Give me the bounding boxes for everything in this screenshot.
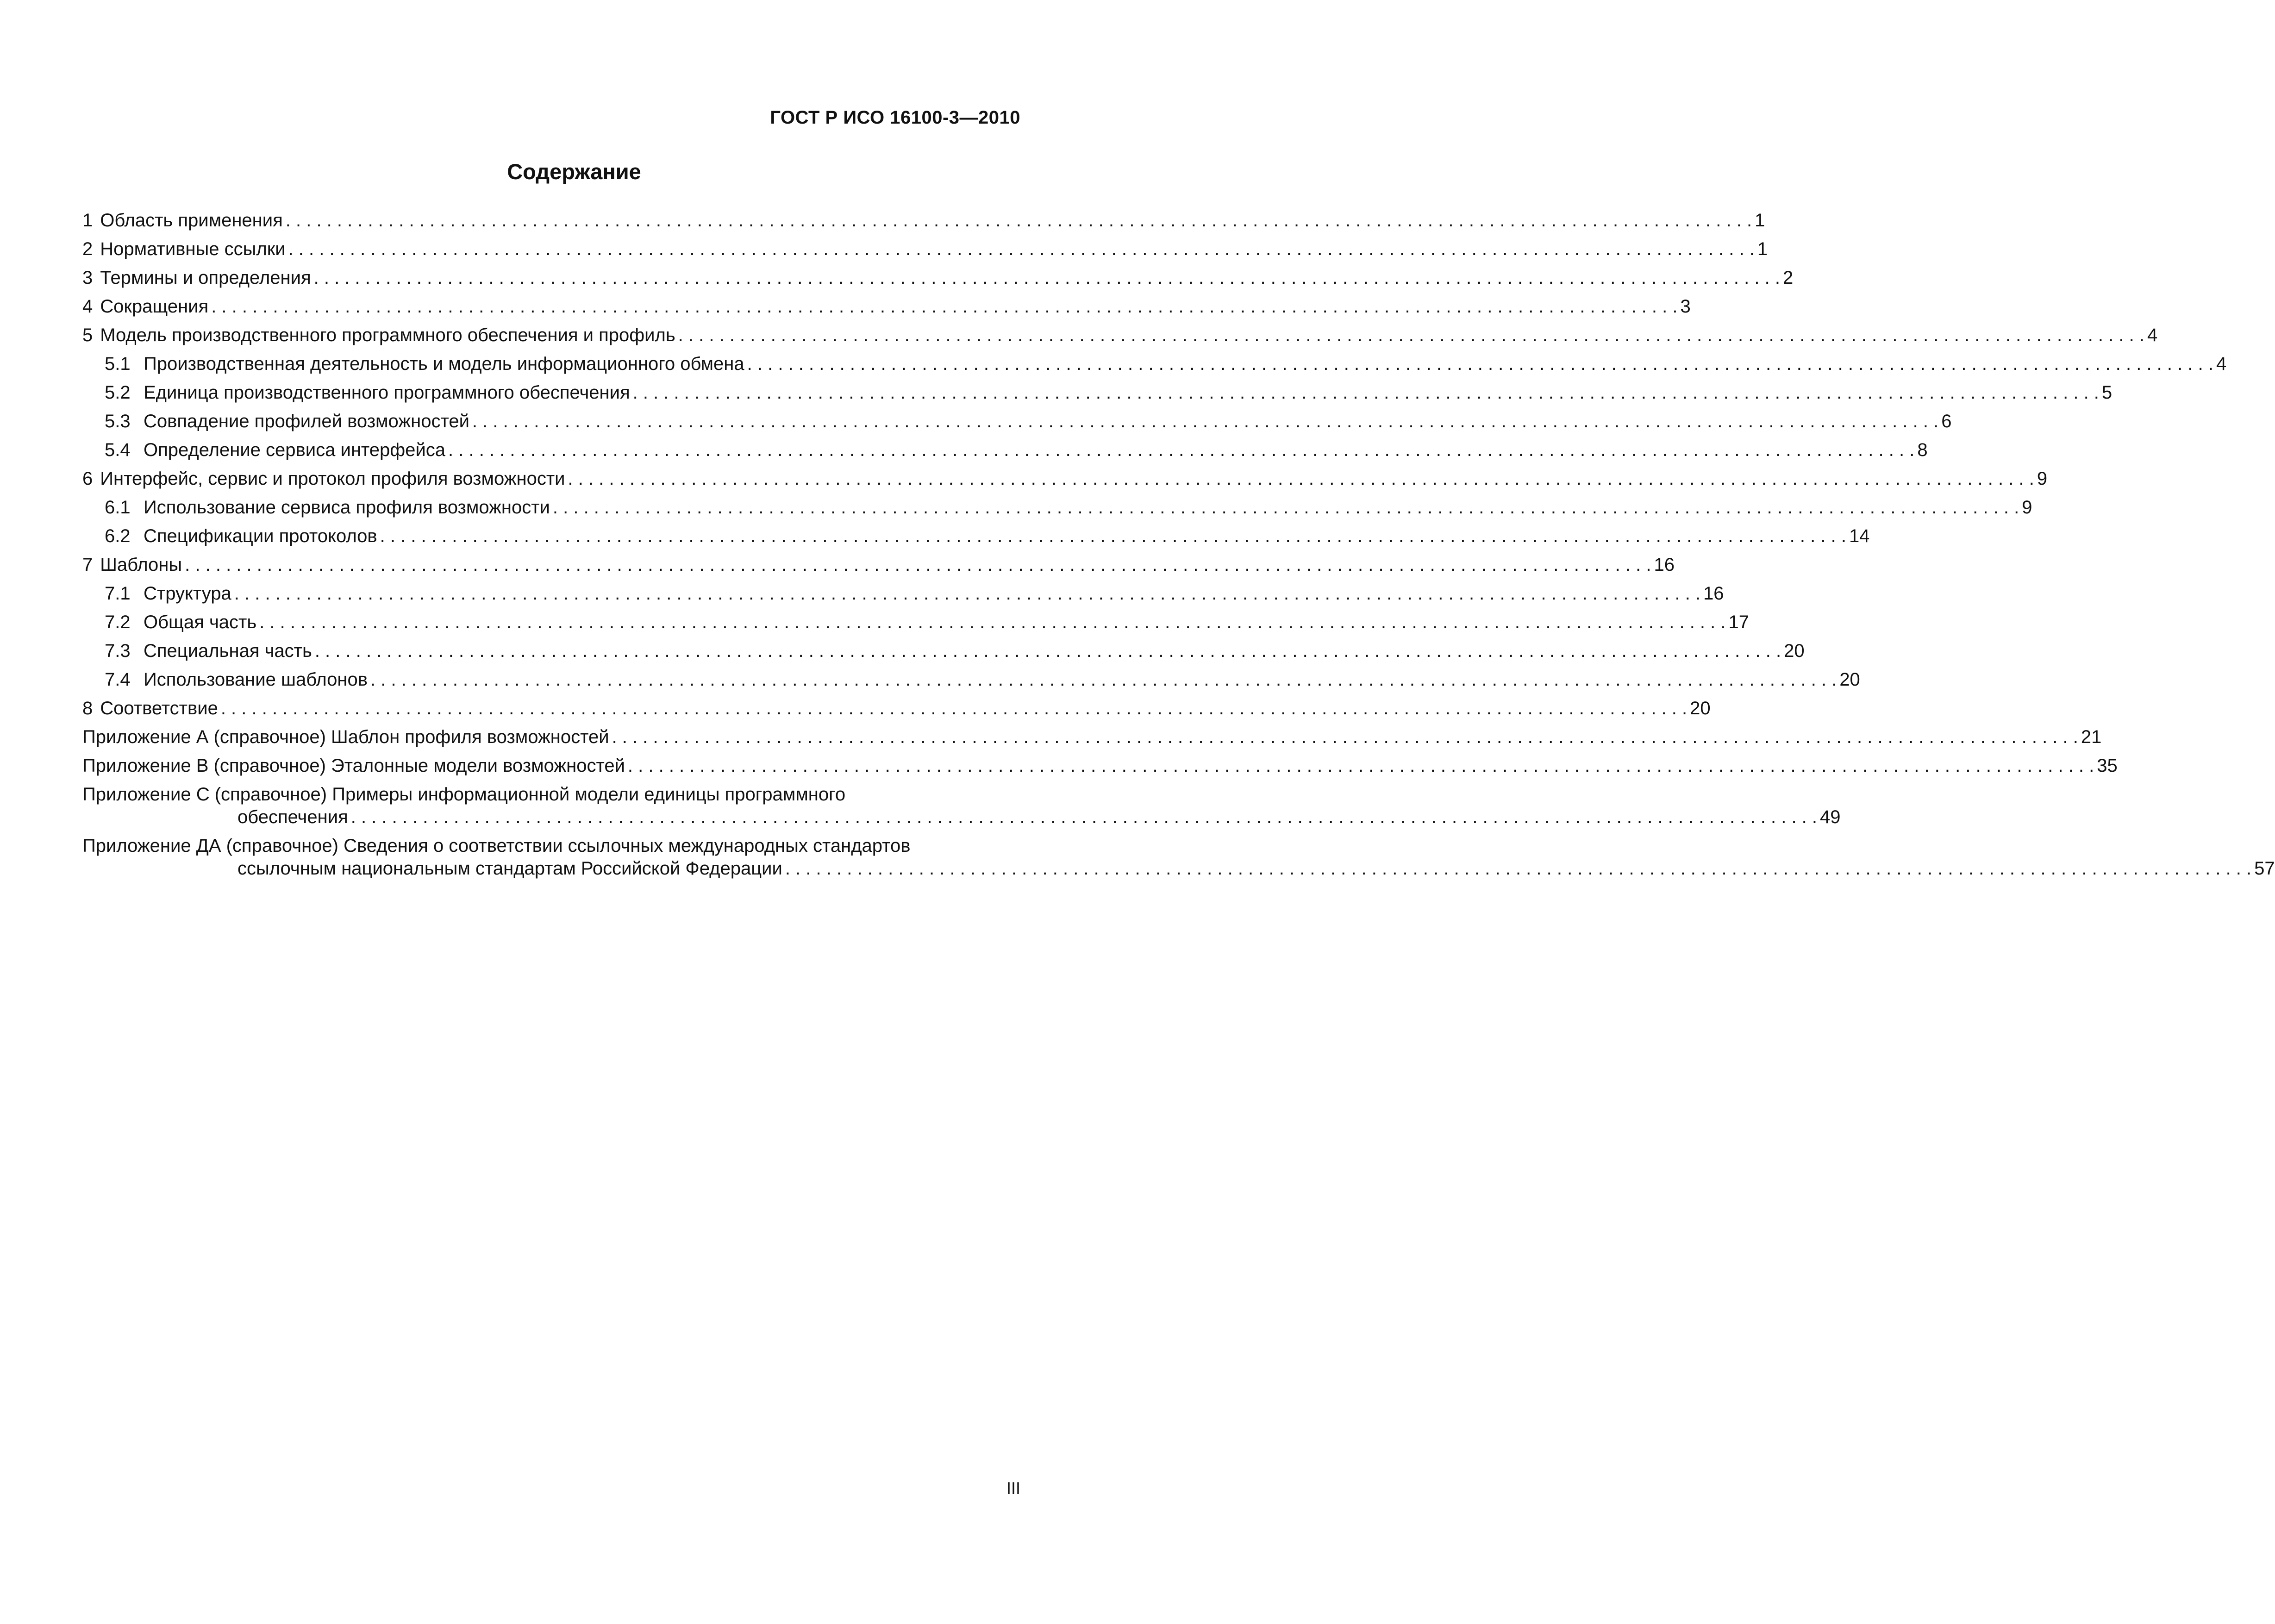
toc-entry-title: Единица производственного программного обеспечения <box>144 382 630 403</box>
toc-entry-page: 20 <box>1839 669 1860 690</box>
toc-entry-page: 1 <box>1755 210 1765 231</box>
toc-entry-number: 7.2 <box>105 612 131 632</box>
toc-entry[interactable] <box>82 295 1691 318</box>
toc-entry[interactable] <box>82 209 1765 232</box>
toc-annex-title: Приложение А (справочное) Шаблон профиля возможностей <box>82 727 609 747</box>
dot-leader <box>678 324 2144 347</box>
toc-entry-number: 6.2 <box>105 526 131 546</box>
toc-entry-number: 7.4 <box>105 669 131 690</box>
toc-entry-page: 6 <box>1941 411 1952 431</box>
toc-entry-number: 5.2 <box>105 382 131 403</box>
toc-entry-title: Спецификации протоколов <box>144 526 377 546</box>
toc-entry-title: Использование сервиса профиля возможности <box>144 497 550 518</box>
toc-annex-title: ссылочным национальным стандартам Российской Федерации <box>238 858 782 879</box>
toc-entry-page: 3 <box>1680 296 1691 317</box>
dot-leader <box>286 209 1752 232</box>
dot-leader <box>448 439 1914 462</box>
page-number: III <box>1006 1479 1020 1498</box>
table-of-contents <box>82 209 2275 886</box>
toc-entry-page: 1 <box>1757 239 1768 259</box>
toc-subentry[interactable] <box>82 410 1952 433</box>
toc-annex-page: 35 <box>2097 756 2118 776</box>
dot-leader <box>785 857 2251 880</box>
dot-leader <box>628 755 2094 777</box>
dot-leader <box>612 726 2078 749</box>
toc-entry-number: 5.3 <box>105 411 131 431</box>
toc-entry-title: Термины и определения <box>100 268 311 288</box>
toc-entry-page: 16 <box>1703 583 1724 604</box>
toc-annex-title: Приложение В (справочное) Эталонные модели возможностей <box>82 756 625 776</box>
toc-subentry[interactable] <box>82 381 2112 404</box>
toc-annex-page: 21 <box>2081 727 2102 747</box>
toc-entry-title: Специальная часть <box>144 641 312 661</box>
document-code: ГОСТ Р ИСО 16100-3—2010 <box>770 107 1020 128</box>
toc-subentry[interactable] <box>82 496 2032 519</box>
toc-annex-heading: Приложение С (справочное) Примеры информационной модели единицы программного <box>82 784 846 805</box>
dot-leader <box>633 381 2099 404</box>
toc-entry-page: 14 <box>1849 526 1870 546</box>
toc-entry[interactable] <box>82 468 2048 490</box>
toc-entry-page: 16 <box>1654 555 1675 575</box>
toc-subentry[interactable] <box>82 611 1749 634</box>
toc-entry-number: 3 <box>82 268 93 288</box>
dot-leader <box>234 582 1700 605</box>
dot-leader <box>472 410 1938 433</box>
toc-annex-entry[interactable] <box>82 783 1841 829</box>
toc-entry-page: 20 <box>1784 641 1805 661</box>
toc-subentry[interactable] <box>82 668 1860 691</box>
toc-entry-title: Область применения <box>100 210 283 231</box>
toc-entry-number: 6.1 <box>105 497 131 518</box>
toc-entry-number: 5.1 <box>105 354 131 374</box>
dot-leader <box>315 640 1781 662</box>
toc-entry[interactable] <box>82 238 1768 261</box>
dot-leader <box>568 468 2034 490</box>
toc-entry[interactable] <box>82 267 1794 289</box>
toc-entry-number: 2 <box>82 239 93 259</box>
toc-entry-title: Общая часть <box>144 612 257 632</box>
toc-entry-page: 2 <box>1782 268 1794 288</box>
toc-entry-title: Шаблоны <box>100 555 182 575</box>
toc-entry-title: Структура <box>144 583 231 604</box>
toc-entry-title: Модель производственного программного обеспечения и профиль <box>100 325 675 345</box>
toc-subentry[interactable] <box>82 582 1724 605</box>
toc-entry-number: 7 <box>82 555 93 575</box>
toc-entry-page: 20 <box>1690 698 1711 718</box>
toc-entry-number: 4 <box>82 296 93 317</box>
toc-entry-page: 17 <box>1728 612 1749 632</box>
toc-entry-page: 9 <box>2037 468 2048 489</box>
toc-entry-number: 1 <box>82 210 93 231</box>
toc-annex-entry[interactable] <box>82 726 2102 749</box>
toc-entry-page: 9 <box>2022 497 2032 518</box>
toc-entry-page: 8 <box>1917 440 1928 460</box>
toc-entry-title: Совпадение профилей возможностей <box>144 411 469 431</box>
toc-subentry[interactable] <box>82 640 1805 662</box>
toc-entry-title: Использование шаблонов <box>144 669 368 690</box>
toc-annex-page: 57 <box>2254 858 2275 879</box>
toc-subentry[interactable] <box>82 353 2227 375</box>
dot-leader <box>288 238 1755 261</box>
toc-entry-title: Соответствие <box>100 698 218 718</box>
toc-entry-page: 5 <box>2101 382 2112 403</box>
dot-leader <box>185 554 1651 576</box>
toc-entry-number: 7.1 <box>105 583 131 604</box>
toc-annex-title: обеспечения <box>238 807 348 827</box>
toc-entry-title: Сокращения <box>100 296 209 317</box>
toc-title: Содержание <box>507 159 641 184</box>
toc-entry[interactable] <box>82 697 1711 720</box>
dot-leader <box>380 525 1846 548</box>
toc-entry-title: Производственная деятельность и модель информационного обмена <box>144 354 744 374</box>
dot-leader <box>747 353 2213 375</box>
toc-entry-page: 4 <box>2147 325 2158 345</box>
dot-leader <box>553 496 2019 519</box>
toc-annex-entry[interactable] <box>82 755 2118 777</box>
toc-entry-number: 5.4 <box>105 440 131 460</box>
toc-entry[interactable] <box>82 554 1675 576</box>
toc-annex-page: 49 <box>1820 807 1841 827</box>
toc-subentry[interactable] <box>82 439 1928 462</box>
toc-subentry[interactable] <box>82 525 1870 548</box>
toc-entry-number: 5 <box>82 325 93 345</box>
dot-leader <box>259 611 1725 634</box>
toc-entry-number: 7.3 <box>105 641 131 661</box>
toc-entry-title: Определение сервиса интерфейса <box>144 440 446 460</box>
toc-entry-number: 8 <box>82 698 93 718</box>
toc-annex-entry[interactable] <box>82 835 2275 880</box>
dot-leader <box>370 668 1837 691</box>
toc-entry[interactable] <box>82 324 2158 347</box>
dot-leader <box>211 295 1677 318</box>
toc-entry-page: 4 <box>2216 354 2227 374</box>
dot-leader <box>221 697 1687 720</box>
dot-leader <box>314 267 1780 289</box>
toc-entry-title: Интерфейс, сервис и протокол профиля возможности <box>100 468 565 489</box>
dot-leader <box>351 806 1817 829</box>
toc-entry-number: 6 <box>82 468 93 489</box>
toc-annex-heading: Приложение ДА (справочное) Сведения о соответствии ссылочных международных стандартов <box>82 836 911 856</box>
toc-entry-title: Нормативные ссылки <box>100 239 286 259</box>
